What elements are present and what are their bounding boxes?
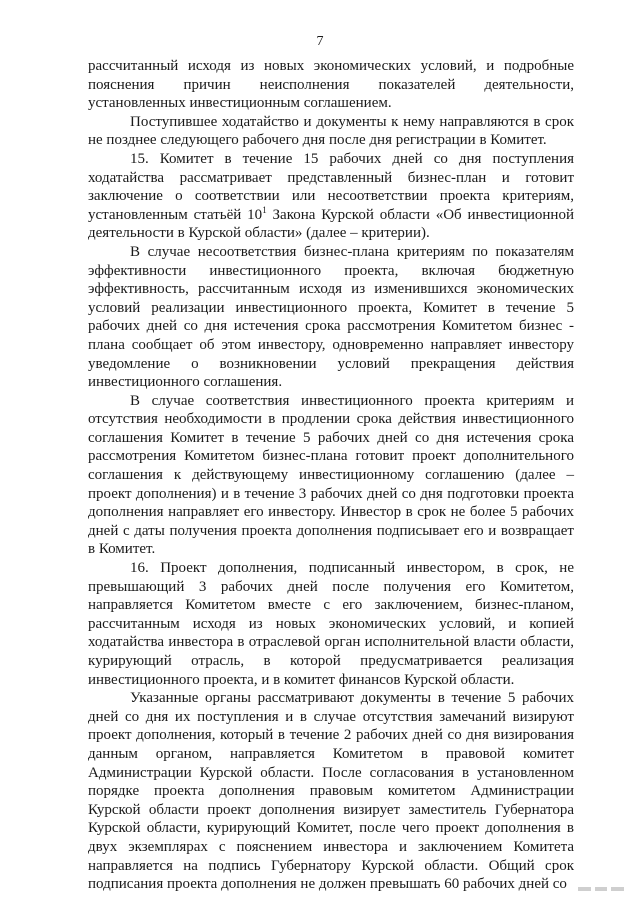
paragraph: В случае несоответствия бизнес-плана критериям по показателям эффективности инвестиционного проекта, включая бюджетную эффективность, рассчитанным исходя из изменившихся экономических условий реализации инвестиционного проекта, Комитет в течение 5 рабочих дней со дня истечения срока рассмотрения Комитетом бизнес - плана сообщает об этом инвестору, одновременно направляет инвестору уведомление о возникновении условий прекращения действия инвестиционного соглашения. xyxy=(88,243,574,391)
paragraph-item-16: 16. Проект дополнения, подписанный инвестором, в срок, не превышающий 3 рабочих дней после получения его Комитетом, направляется Комитетом вместе с его заключением, бизнес-планом, рассчитанным исходя из новых экономических условий, и копией ходатайства инвестора в отраслевой орган исполнительной власти области, курирующий отрасль, в которой предусматривается реализация инвестиционного проекта, и в комитет финансов Курской области. xyxy=(88,560,574,688)
paragraph-text-tail: Закона Курской области «Об инвестиционной деятельности в Курской области» (далее – критерии). xyxy=(88,206,574,242)
document-body xyxy=(88,57,574,894)
paragraph-text: 15. Комитет в течение 15 рабочих дней со дня поступления ходатайства рассматривает представленный бизнес-план и готовит заключение о соответствии или несоответствии проекта критериям, установленным статьёй 10 xyxy=(88,150,574,223)
paragraph: В случае соответствия инвестиционного проекта критериям и отсутствия необходимости в продлении срока действия инвестиционного соглашения Комитет в течение 5 рабочих дней со дня истечения срока рассмотрения Комитетом бизнес-плана готовит проект дополнительного соглашения к действующему инвестиционному соглашению (далее – проект дополнения) и в течение 3 рабочих дней со дня подготовки проекта дополнения направляет его инвестору. Инвестор в срок не более 5 рабочих дней с даты получения проекта дополнения подписывает его и возвращает в Комитет. xyxy=(88,392,574,558)
paragraph: рассчитанный исходя из новых экономических условий, и подробные пояснения причин неисполнения показателей деятельности, установленных инвестиционным соглашением. xyxy=(88,58,574,112)
paragraph-item-15 xyxy=(88,150,574,243)
page-number: 7 xyxy=(316,34,324,49)
paragraph: Поступившее ходатайство и документы к нему направляются в срок не позднее следующего рабочего дня после дня регистрации в Комитет. xyxy=(88,113,574,149)
scan-edge-mark xyxy=(578,887,624,891)
paragraph: Указанные органы рассматривают документы в течение 5 рабочих дней со дня их поступления и в случае отсутствия замечаний визируют проект дополнения, который в течение 2 рабочих дней со дня визирования данным органом, направляется Комитетом в правовой комитет Администрации Курской области. После согласования в установленном порядке проекта дополнения правовым комитетом Администрации Курской области проект дополнения визирует заместитель Губернатора Курской области, курирующий Комитет, после чего проект дополнения в двух экземплярах с пояснением инвестора и заключением Комитета направляется на подпись Губернатору Курской области. Общий срок подписания проекта дополнения не должен превышать 60 рабочих дней со xyxy=(88,690,574,893)
footnote-superscript: 1 xyxy=(262,204,267,215)
